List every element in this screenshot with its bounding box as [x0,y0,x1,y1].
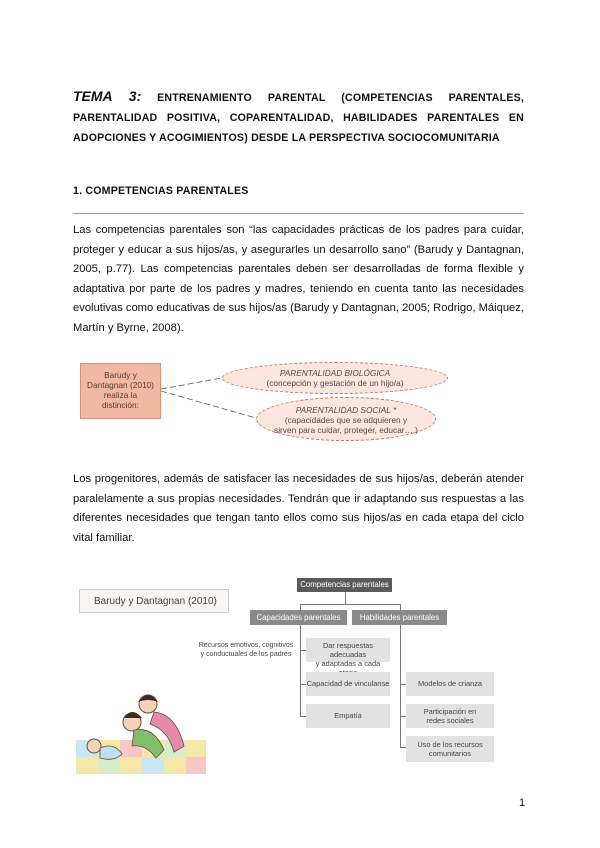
ellipse-subtitle: (capacidades que se adquieren y [284,415,408,425]
item-line: Uso de los recursos [417,740,483,749]
item-line: comunitarios [429,749,471,758]
diagram-citation: Barudy y Dantagnan (2010) [79,589,229,613]
branch-capacidades: Capacidades parentales [250,610,347,625]
source-line: Dantagnan (2010) [87,380,154,390]
side-note-line: y conductuales de los padres [200,651,292,658]
biological-parentality-ellipse [222,362,448,394]
root-node: Competencias parentales [297,578,392,592]
title-text: ENTRENAMIENTO PARENTAL (COMPETENCIAS PARENTALES, PARENTALIDAD POSITIVA, COPARENTALIDAD, HABILIDADES PARENTALES EN ADOPCIONES Y ACOGIMIENTOS) DESDE LA PERSPECTIVA SOCIOCOMUNITARIA [73,92,524,144]
capacity-item: Capacidad de vinculanse [306,672,390,696]
source-line: Barudy y [104,370,137,380]
ellipse-title: PARENTALIDAD SOCIAL * [295,405,397,415]
connector [345,590,346,604]
source-line: distinción: [102,400,139,410]
skill-item: Modelos de crianza [406,672,494,696]
connector [300,604,400,605]
family-illustration [74,692,214,778]
connector [400,625,401,747]
source-line: realiza la [103,390,138,400]
item-line: Dar respuestas adecuadas [322,641,374,659]
skill-item [406,736,494,762]
connector [300,625,301,717]
paragraph-1: Las competencias parentales son “las capacidades prácticas de los padres para cuidar, proteger y educar a sus hijos/as, y asegurarles un desarrollo sano” (Barudy y Dantagnan, 2005, p.77). Las competencias parentales deben ser desarrolladas de forma flexible y adaptativa por parte de los padres y madres, teniendo en cuenta tanto las necesidades evolutivas como educativas de sus hijos/as (Barudy y Dantagnan, 2005; Rodrigo, Máiquez, Martín y Byrne, 2008). [73,224,524,334]
branch-habilidades: Habilidades parentales [352,610,447,625]
page-number: 1 [519,797,526,809]
connector-biological [161,378,222,389]
capacity-item: Empatía [306,704,390,728]
paragraph-2: Los progenitores, además de satisfacer las necesidades de sus hijos/as, deberán atender paralelamente a sus propias necesidades. Tendrán que ir adaptando sus respuestas a las diferentes necesidades que tengan tanto ellos como sus hijos/as en cada etapa del ciclo vital familiar. [73,473,524,544]
ellipse-title: PARENTALIDAD BIOLÓGICA [279,368,391,378]
source-box [80,363,161,419]
skill-item [406,704,494,728]
item-line: Participación en [423,707,477,716]
ellipse-subtitle: (concepción y gestación de un hijo/a) [266,378,404,388]
capacity-item [306,638,390,668]
section-heading: 1. COMPETENCIAS PARENTALES [73,185,249,197]
side-note-line: Recursos emotivos, cognitivos [198,642,294,649]
connector-social [161,391,256,418]
item-line: y adaptadas a cada [315,659,381,668]
social-parentality-ellipse [256,397,436,441]
side-note [196,641,296,663]
item-line: redes sociales [426,716,474,725]
title-label: TEMA 3: [73,88,142,104]
ellipse-subtitle: sirven para cuidar, proteger, educar….) [274,425,418,435]
baby-head [87,739,101,753]
